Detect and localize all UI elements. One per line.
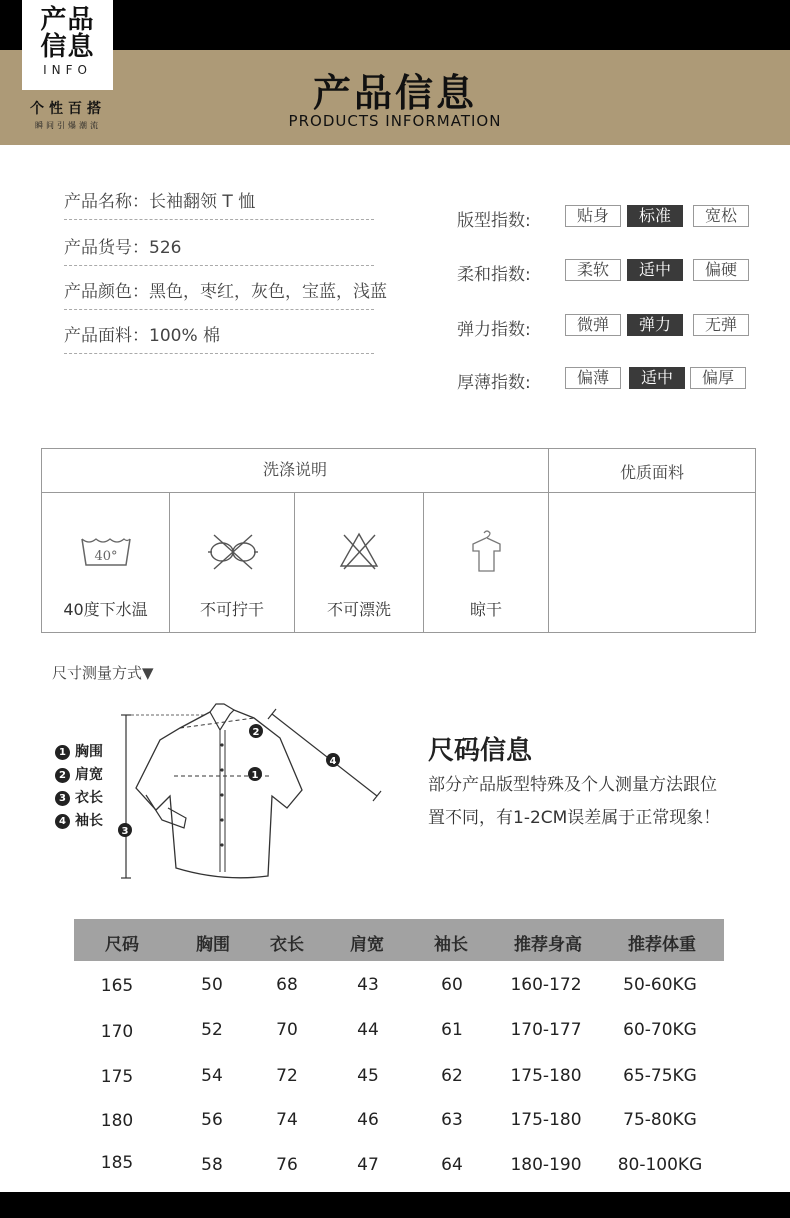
- cell-sleeve: 60: [441, 975, 463, 995]
- option-medium: 适中: [629, 367, 685, 389]
- logo-line-1: 产品: [40, 5, 95, 35]
- cell-size: 185: [100, 1153, 134, 1173]
- cell-length: 68: [276, 975, 298, 995]
- column-header-height: 推荐身高: [514, 935, 582, 955]
- cell-shoulder: 46: [357, 1110, 379, 1130]
- cell-chest: 58: [201, 1155, 223, 1175]
- legend-label: 胸围: [75, 744, 103, 760]
- cell-shoulder: 43: [357, 975, 379, 995]
- size-info-desc-line-1: 部分产品版型特殊及个人测量方法跟位: [428, 775, 717, 795]
- slogan-sub: 瞬间引爆潮流: [35, 121, 101, 130]
- legend-number: 4: [55, 814, 70, 829]
- size-table-header: [74, 919, 724, 961]
- bottom-black-bar: [0, 1192, 790, 1218]
- spec-name: 产品名称：长袖翻领 T 恤: [64, 187, 374, 220]
- column-header-shoulder: 肩宽: [350, 935, 384, 955]
- cell-length: 74: [276, 1110, 298, 1130]
- wash-label: 不可漂洗: [326, 600, 391, 619]
- spec-fabric: 产品面料：100% 棉: [64, 321, 374, 354]
- cell-weight: 80-100KG: [617, 1155, 703, 1175]
- cell-length: 76: [276, 1155, 298, 1175]
- wash-label: 不可拧干: [199, 600, 264, 619]
- cell-shoulder: 47: [357, 1155, 379, 1175]
- page-subtitle: PRODUCTS INFORMATION: [288, 112, 502, 130]
- wash-label: 40度下水温: [63, 600, 148, 619]
- wash-item-no-bleach: [295, 493, 424, 632]
- column-header-length: 衣长: [270, 935, 304, 955]
- option-soft: 柔软: [565, 259, 621, 281]
- cell-height: 175-180: [510, 1110, 582, 1130]
- cell-weight: 50-60KG: [623, 975, 697, 995]
- no-bleach-icon: [295, 529, 423, 573]
- legend-label: 衣长: [75, 790, 103, 806]
- wash-temp-label: 40°: [94, 549, 118, 564]
- cell-height: 170-177: [510, 1020, 582, 1040]
- option-medium: 适中: [627, 259, 683, 281]
- cell-sleeve: 64: [441, 1155, 463, 1175]
- svg-text:4: 4: [329, 756, 337, 767]
- spec-item-number: 产品货号：526: [64, 233, 374, 266]
- cell-size: 175: [100, 1067, 134, 1087]
- page-title: 产品信息: [312, 71, 477, 115]
- slogan-main: 个性百搭: [30, 101, 106, 117]
- legend-number: 1: [55, 745, 70, 760]
- wash-header: 洗涤说明: [42, 449, 549, 493]
- cell-weight: 75-80KG: [623, 1110, 697, 1130]
- logo-info: INFO: [43, 63, 92, 77]
- hang-dry-icon: [424, 529, 548, 573]
- cell-chest: 54: [201, 1066, 223, 1086]
- wash-table: [41, 448, 756, 633]
- cell-shoulder: 44: [357, 1020, 379, 1040]
- option-thick: 偏厚: [690, 367, 746, 389]
- wash-40-icon: [42, 529, 169, 573]
- option-thin: 偏薄: [565, 367, 621, 389]
- wash-label: 晾干: [469, 600, 502, 619]
- logo-line-2: 信息: [40, 32, 95, 62]
- size-info-desc-line-2: 置不同，有1-2CM误差属于正常现象！: [428, 808, 721, 828]
- cell-size: 170: [100, 1022, 134, 1042]
- option-slight-stretch: 微弹: [565, 314, 621, 336]
- cell-chest: 52: [201, 1020, 223, 1040]
- cell-sleeve: 63: [441, 1110, 463, 1130]
- legend-label: 肩宽: [75, 767, 103, 783]
- cell-length: 72: [276, 1066, 298, 1086]
- cell-size: 165: [100, 976, 134, 996]
- svg-text:2: 2: [252, 727, 260, 738]
- legend-number: 2: [55, 768, 70, 783]
- no-wring-icon: [170, 529, 294, 573]
- index-label: 弹力指数:: [457, 320, 531, 340]
- legend-number: 3: [55, 791, 70, 806]
- cell-size: 180: [100, 1111, 134, 1131]
- option-standard: 标准: [627, 205, 683, 227]
- index-label: 柔和指数:: [457, 265, 531, 285]
- top-black-bar: [0, 0, 790, 50]
- cell-sleeve: 61: [441, 1020, 463, 1040]
- wash-item-no-wring: [170, 493, 295, 632]
- option-hard: 偏硬: [693, 259, 749, 281]
- size-info-desc: [428, 769, 768, 835]
- option-no-stretch: 无弹: [693, 314, 749, 336]
- svg-text:3: 3: [121, 826, 129, 837]
- cell-chest: 56: [201, 1110, 223, 1130]
- wash-item-40: [42, 493, 170, 632]
- svg-text:1: 1: [251, 770, 259, 781]
- fabric-header: 优质面料: [549, 449, 755, 493]
- cell-chest: 50: [201, 975, 223, 995]
- cell-sleeve: 62: [441, 1066, 463, 1086]
- option-fitted: 贴身: [565, 205, 621, 227]
- cell-height: 180-190: [510, 1155, 582, 1175]
- cell-height: 175-180: [510, 1066, 582, 1086]
- column-header-weight: 推荐体重: [628, 935, 696, 955]
- wash-item-hang-dry: [424, 493, 549, 632]
- shirt-diagram: [112, 700, 392, 885]
- cell-length: 70: [276, 1020, 298, 1040]
- cell-shoulder: 45: [357, 1066, 379, 1086]
- spec-colors: 产品颜色：黑色，枣红，灰色，宝蓝，浅蓝: [64, 277, 374, 310]
- column-header-sleeve: 袖长: [434, 935, 468, 955]
- cell-height: 160-172: [510, 975, 582, 995]
- option-stretch: 弹力: [627, 314, 683, 336]
- size-info-title: 尺码信息: [428, 736, 533, 766]
- cell-weight: 60-70KG: [623, 1020, 697, 1040]
- measure-title: 尺寸测量方式▼: [52, 664, 154, 682]
- index-label: 版型指数:: [457, 211, 531, 231]
- column-header-chest: 胸围: [196, 935, 230, 955]
- legend-label: 袖长: [75, 813, 103, 829]
- cell-weight: 65-75KG: [623, 1066, 697, 1086]
- option-loose: 宽松: [693, 205, 749, 227]
- index-label: 厚薄指数:: [457, 373, 531, 393]
- column-header-size: 尺码: [105, 935, 139, 955]
